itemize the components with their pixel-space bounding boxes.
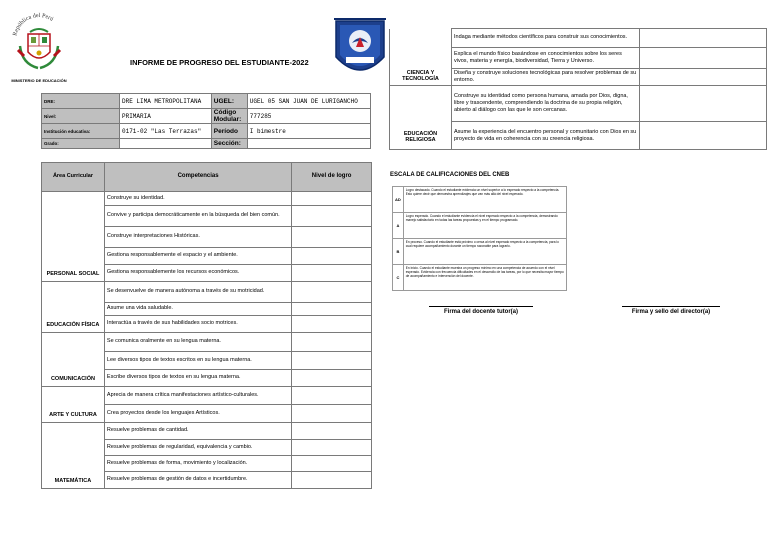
grading-scale-table [392, 186, 567, 291]
periodo-label: Período [211, 124, 247, 139]
nivel-logro-cell[interactable] [292, 316, 372, 333]
nivel-logro-cell[interactable] [292, 227, 372, 248]
scale-grade: B [393, 239, 404, 265]
svg-text:República del Perú [12, 13, 54, 37]
teacher-signature-line: Firma del docente tutor(a) [429, 306, 533, 315]
codigo-modular-value: 777285 [247, 109, 370, 124]
grado-label: Grado: [42, 139, 120, 149]
competencia: Construye interpretaciones Históricas. [104, 227, 291, 248]
table-row [390, 86, 767, 122]
area-name: PERSONAL SOCIAL [42, 192, 105, 282]
competencia: Gestiona responsablemente los recursos económicos. [104, 265, 291, 282]
competencies-table-continued [389, 28, 767, 150]
competencia: Construye su identidad como persona humana, amada por Dios, digna, libre y trascendente, comprendiendo la doctrina de su propia religión, abierto al diálogo con las que le son cercanas. [452, 86, 640, 122]
nivel-logro-cell[interactable] [640, 69, 767, 86]
col-header-area: Área Curricular [42, 163, 105, 192]
area-name: EDUCACIÓN FÍSICA [42, 282, 105, 333]
competencies-table [41, 162, 372, 489]
nivel-logro-cell[interactable] [292, 303, 372, 316]
ugel-label: UGEL: [211, 94, 247, 109]
director-signature-line: Firma y sello del director(a) [622, 306, 720, 315]
competencia: Se comunica oralmente en su lengua materna. [104, 333, 291, 352]
competencia: Resuelve problemas de gestión de datos e incertidumbre. [104, 472, 291, 489]
institucion-value: 0171-02 "Las Terrazas" [120, 124, 212, 139]
competencia: Resuelve problemas de cantidad. [104, 423, 291, 440]
competencia: Construye su identidad. [104, 192, 291, 206]
school-shield-logo [332, 15, 388, 83]
area-name: MATEMÁTICA [42, 423, 105, 489]
ministry-name: MINISTERIO DE EDUCACIÓN [11, 78, 67, 83]
scale-grade: AD [393, 187, 404, 213]
area-name: CIENCIA Y TECNOLOGÍA [390, 29, 452, 86]
nivel-logro-cell[interactable] [640, 86, 767, 122]
student-info-table [41, 93, 371, 149]
nivel-logro-cell[interactable] [292, 472, 372, 489]
nivel-logro-cell[interactable] [292, 456, 372, 472]
nivel-logro-cell[interactable] [640, 29, 767, 48]
nivel-logro-cell[interactable] [292, 282, 372, 303]
peru-seal-caption: República del Perú [12, 12, 55, 37]
peru-coat-of-arms-logo [8, 6, 70, 84]
grado-value [120, 139, 212, 149]
nivel-logro-cell[interactable] [292, 370, 372, 387]
scale-row [393, 239, 567, 265]
dre-value: DRE LIMA METROPOLITANA [120, 94, 212, 109]
nivel-logro-cell[interactable] [292, 206, 372, 227]
nivel-logro-cell[interactable] [292, 352, 372, 370]
area-name: EDUCACIÓN RELIGIOSA [390, 86, 452, 150]
nivel-logro-cell[interactable] [292, 387, 372, 405]
competencia: Resuelve problemas de forma, movimiento y localización. [104, 456, 291, 472]
competencia: Resuelve problemas de regularidad, equivalencia y cambio. [104, 440, 291, 456]
scale-grade: A [393, 213, 404, 239]
table-row [390, 29, 767, 48]
scale-description: Logro destacado. Cuando el estudiante evidencia un nivel superior a lo esperado respecto a la competencia. Esto quiere decir que demuestra aprendizajes que van más allá del nivel esperado. [403, 187, 566, 213]
nivel-logro-cell[interactable] [292, 405, 372, 423]
table-row [42, 333, 372, 352]
competencia: Convive y participa democráticamente en la búsqueda del bien común. [104, 206, 291, 227]
competencia: Se desenvuelve de manera autónoma a través de su motricidad. [104, 282, 291, 303]
scale-grade: C [393, 265, 404, 291]
codigo-modular-label: Código Modular: [211, 109, 247, 124]
nivel-logro-cell[interactable] [292, 248, 372, 265]
area-name: ARTE Y CULTURA [42, 387, 105, 423]
competencia: Asume una vida saludable. [104, 303, 291, 316]
periodo-value: I bimestre [247, 124, 370, 139]
table-row [42, 282, 372, 303]
nivel-logro-cell[interactable] [292, 265, 372, 282]
grading-scale-title: ESCALA DE CALIFICACIONES DEL CNEB [390, 172, 510, 178]
seccion-label: Sección: [211, 139, 247, 149]
competencia: Asume la experiencia del encuentro personal y comunitario con Dios en su proyecto de vida en coherencia con su creencia religiosa. [452, 122, 640, 150]
competencia: Aprecia de manera crítica manifestaciones artístico-culturales. [104, 387, 291, 405]
competencia: Indaga mediante métodos científicos para construir sus conocimientos. [452, 29, 640, 48]
col-header-nivel: Nivel de logro [292, 163, 372, 192]
table-row [42, 387, 372, 405]
institucion-label: Institución educativa: [42, 124, 120, 139]
nivel-logro-cell[interactable] [292, 192, 372, 206]
scale-row [393, 265, 567, 291]
competencia: Crea proyectos desde los lenguajes Artísticos. [104, 405, 291, 423]
seccion-value [247, 139, 370, 149]
competencia: Lee diversos tipos de textos escritos en su lengua materna. [104, 352, 291, 370]
scale-row [393, 187, 567, 213]
scale-description: En proceso. Cuando el estudiante está próximo o cerca al nivel esperado respecto a la competencia, para lo cual requiere acompañamiento durante un tiempo razonable para lograrlo. [403, 239, 566, 265]
competencia: Explica el mundo físico basándose en conocimientos sobre los seres vivos, materia y energía, biodiversidad, Tierra y Universo. [452, 48, 640, 69]
nivel-value: PRIMARIA [120, 109, 212, 124]
competencia: Gestiona responsablemente el espacio y el ambiente. [104, 248, 291, 265]
competencia: Escribe diversos tipos de textos en su lengua materna. [104, 370, 291, 387]
scale-description: En inicio. Cuando el estudiante muestra un progreso mínimo en una competencia de acuerdo con el nivel esperado. Evidencia con frecuencia dificultades en el desarrollo de las tareas, por lo que necesita mayor tiempo de acompañamiento e intervención del docente. [403, 265, 566, 291]
area-name: COMUNICACIÓN [42, 333, 105, 387]
scale-row [393, 213, 567, 239]
nivel-logro-cell[interactable] [292, 423, 372, 440]
nivel-logro-cell[interactable] [292, 333, 372, 352]
nivel-label: Nivel: [42, 109, 120, 124]
table-row [42, 423, 372, 440]
nivel-logro-cell[interactable] [292, 440, 372, 456]
report-title: INFORME DE PROGRESO DEL ESTUDIANTE-2022 [130, 58, 309, 67]
ugel-value: UGEL 05 SAN JUAN DE LURIGANCHO [247, 94, 370, 109]
competencia: Interactúa a través de sus habilidades socio motrices. [104, 316, 291, 333]
col-header-competencias: Competencias [104, 163, 291, 192]
competencia: Diseña y construye soluciones tecnológicas para resolver problemas de su entorno. [452, 69, 640, 86]
table-row [42, 192, 372, 206]
scale-description: Logro esperado. Cuando el estudiante evidencia el nivel esperado respecto a la competencia, demostrando manejo satisfactorio en todas las tareas propuestas y en el tiempo programado. [403, 213, 566, 239]
nivel-logro-cell[interactable] [640, 122, 767, 150]
nivel-logro-cell[interactable] [640, 48, 767, 69]
dre-label: DRE: [42, 94, 120, 109]
